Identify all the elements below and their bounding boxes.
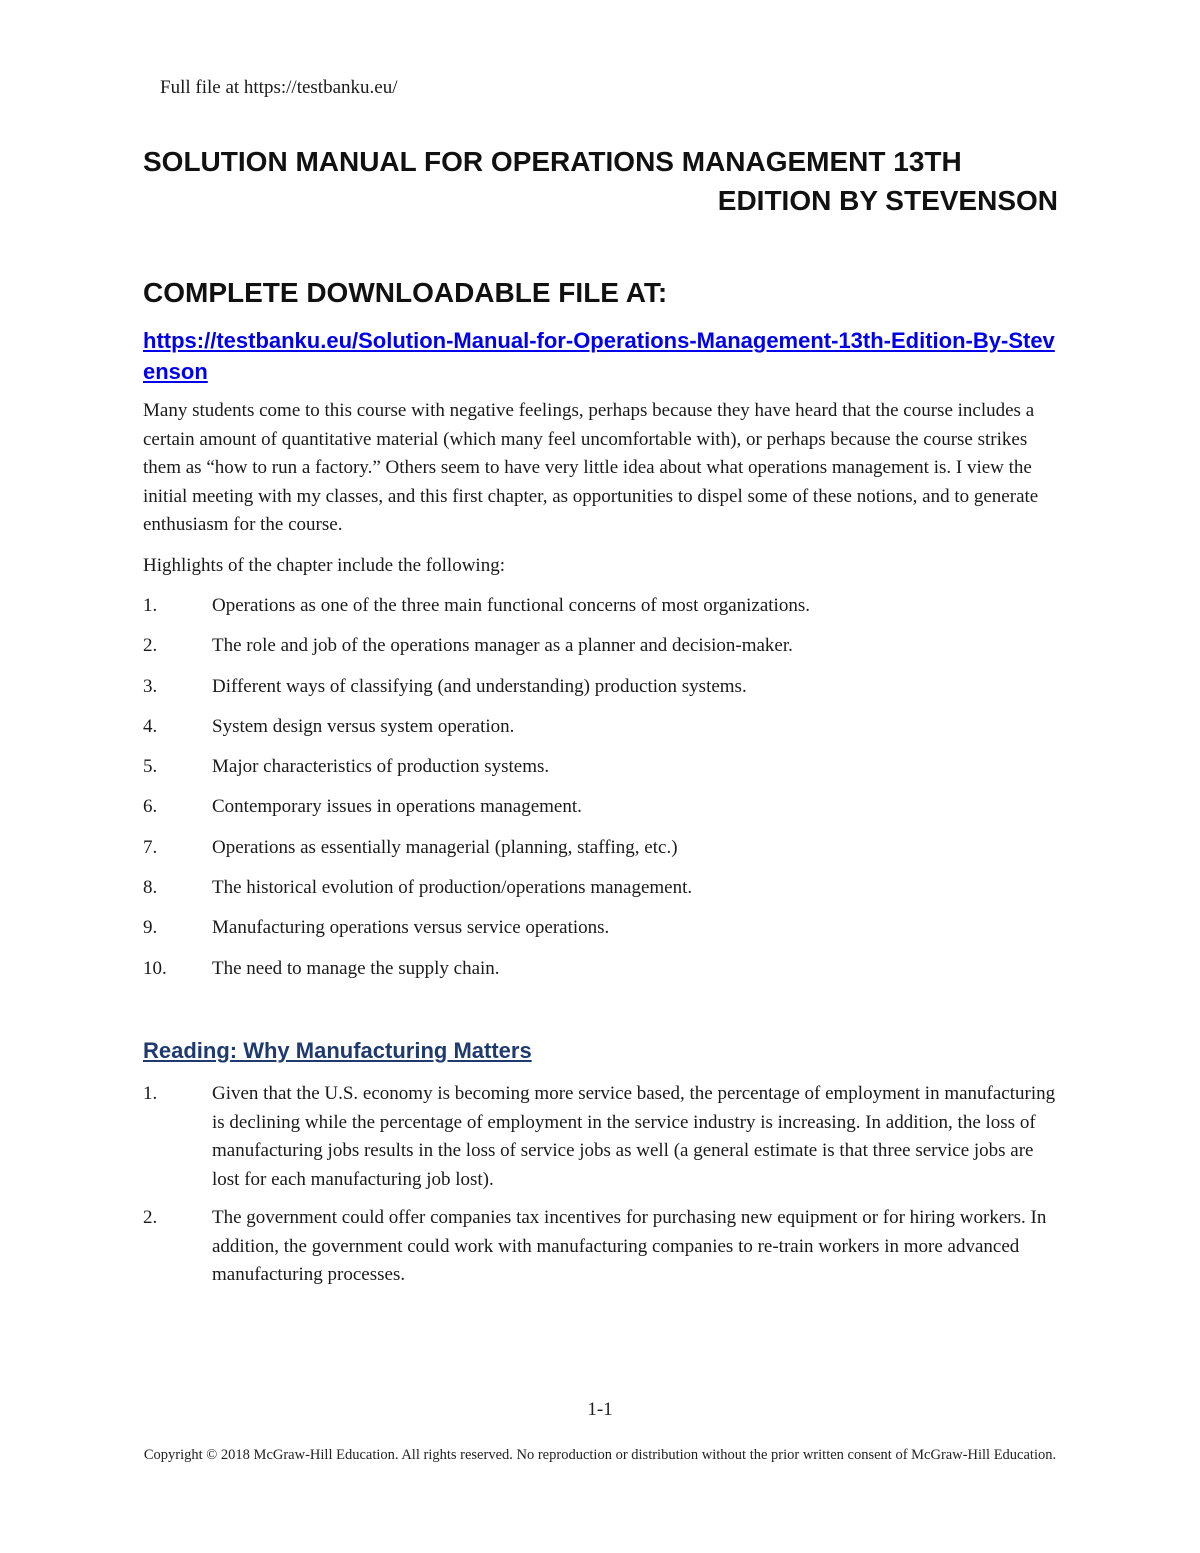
list-item-text: Contemporary issues in operations management. — [212, 796, 582, 818]
list-item-text: The historical evolution of production/operations management. — [212, 877, 693, 899]
list-item-number: 3. — [143, 675, 158, 697]
list-item — [143, 955, 1058, 995]
top-note: Full file at https://testbanku.eu/ — [160, 77, 398, 98]
list-item-text: The government could offer companies tax incentives for purchasing new equipment or for hiring workers. In addition, the government could work with manufacturing companies to re-train workers in more advanced manufacturing processes. — [212, 1207, 1047, 1285]
document-title-line-1: SOLUTION MANUAL FOR OPERATIONS MANAGEMENT 13TH — [143, 146, 962, 177]
list-item-text: System design versus system operation. — [212, 715, 515, 737]
highlights-label: Highlights of the chapter include the following: — [143, 555, 505, 576]
list-item-number: 2. — [143, 1207, 158, 1228]
list-item — [143, 753, 1058, 793]
download-heading: COMPLETE DOWNLOADABLE FILE AT: — [143, 277, 668, 308]
list-item — [143, 834, 1058, 874]
list-item-number: 1. — [143, 595, 158, 616]
list-item — [143, 793, 1058, 833]
list-item-text: Different ways of classifying (and understanding) production systems. — [212, 675, 747, 697]
list-item-text: Operations as essentially managerial (planning, staffing, etc.) — [212, 836, 678, 858]
list-item-number: 7. — [143, 836, 158, 858]
document-title-line-2: EDITION BY STEVENSON — [717, 185, 1058, 216]
intro-paragraph: Many students come to this course with negative feelings, perhaps because they have heard that the course includes a certain amount of quantitative material (which many feel uncomfortable with), or perhaps because the course strikes them as “how to run a factory.” Others seem to have very little idea about what operations management is. I view the initial meeting with my classes, and this first chapter, as opportunities to dispel some of these notions, and to generate enthusiasm for the course. — [143, 400, 1039, 535]
list-item — [143, 673, 1058, 713]
reading-list — [143, 1080, 1058, 1300]
highlights-list — [143, 592, 1058, 995]
list-item-text: The need to manage the supply chain. — [212, 957, 500, 979]
list-item — [143, 914, 1058, 954]
list-item-number: 8. — [143, 877, 158, 899]
list-item-number: 4. — [143, 715, 158, 737]
list-item — [143, 713, 1058, 753]
list-item-text: Manufacturing operations versus service operations. — [212, 917, 610, 939]
list-item-number: 5. — [143, 756, 158, 778]
page-number: 1-1 — [587, 1399, 613, 1420]
list-item — [143, 1204, 1058, 1290]
list-item-number: 1. — [143, 1083, 158, 1104]
list-item — [143, 592, 1058, 632]
list-item-text: Given that the U.S. economy is becoming more service based, the percentage of employment in manufacturing is declining while the percentage of employment in the service industry is increasing. In addition, the loss of manufacturing jobs results in the loss of service jobs as well (a general estimate is that three service jobs are lost for each manufacturing job lost). — [212, 1083, 1056, 1190]
list-item — [143, 1080, 1058, 1194]
list-item-text: Major characteristics of production systems. — [212, 756, 550, 778]
list-item — [143, 874, 1058, 914]
list-item-number: 9. — [143, 917, 158, 939]
list-item-number: 2. — [143, 635, 158, 657]
copyright-footer: Copyright © 2018 McGraw-Hill Education. All rights reserved. No reproduction or distribution without the prior written consent of McGraw-Hill Education. — [143, 1447, 1057, 1463]
list-item-number: 6. — [143, 796, 158, 818]
list-item — [143, 632, 1058, 672]
list-item-number: 10. — [143, 957, 167, 979]
reading-heading: Reading: Why Manufacturing Matters — [143, 1038, 532, 1063]
download-link[interactable]: https://testbanku.eu/Solution-Manual-for-Operations-Management-13th-Edition-By-Stevenson — [143, 328, 1055, 384]
list-item-text: The role and job of the operations manager as a planner and decision-maker. — [212, 635, 793, 657]
list-item-text: Operations as one of the three main functional concerns of most organizations. — [212, 595, 810, 616]
